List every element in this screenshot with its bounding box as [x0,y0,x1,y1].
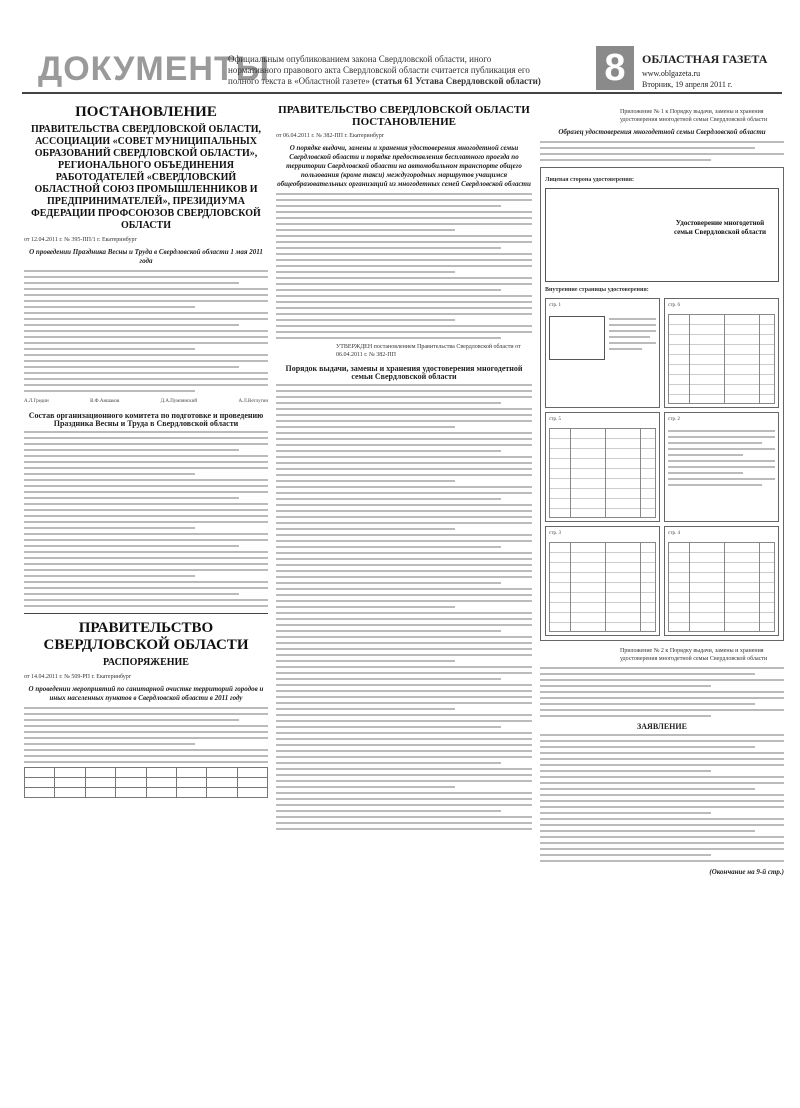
doc2-heading: О проведении мероприятий по санитарной очистке территорий городов и иных населенных пунктов в Свердловской области в 2011 году [28,685,264,702]
statement-title: ЗАЯВЛЕНИЕ [637,722,687,731]
page-6 [664,298,779,408]
procedure-body [276,384,532,830]
doc3-approved: УТВЕРЖДЕН постановлением Правительства Свердловской области от 06.04.2011 г. № 382-ПП [336,344,521,358]
page-number: 8 [596,46,634,90]
doc1-meta: от 12.04.2011 г. № 395-ПП/1 г. Екатеринбург [24,237,137,243]
page-5-table [549,428,656,518]
form-intro [540,141,784,161]
column-2 [276,104,532,834]
orgcommittee-list [24,431,268,607]
continued-note: (Окончание на 9-й стр.) [709,868,784,876]
appendix-2-form [540,667,784,717]
paper-date: Вторник, 19 апреля 2011 г. [642,80,733,89]
doc2-meta: от 14.04.2011 г. № 509-РП г. Екатеринбург [24,674,132,680]
page-2-label: стр. 2 [668,417,680,422]
doc2-form-table [24,767,268,798]
doc3-title: ПРАВИТЕЛЬСТВО СВЕРДЛОВСКОЙ ОБЛАСТИ [278,104,530,116]
publication-notice [228,54,546,87]
page-2 [664,412,779,522]
form-title: Образец удостоверения многодетной семьи Свердловской области [558,128,766,136]
signature-3: Д.А.Пумпянский [160,399,198,404]
paper-name: ОБЛАСТНАЯ ГАЗЕТА [642,52,768,66]
signature-2: В.Ф.Аншаков [90,399,120,404]
signature-1: А.Л.Гредин [24,399,49,404]
doc1-signatures [24,398,268,406]
cover-label: Лицевая сторона удостоверения: [545,177,634,183]
pages-row-2 [545,412,779,522]
pages-row-1 [545,298,779,408]
page-1-label: стр. 1 [549,303,561,308]
paper-info [642,52,782,89]
doc3-meta: от 06.04.2011 г. № 382-ПП г. Екатеринбург [276,133,385,139]
doc1-title: ПОСТАНОВЛЕНИЕ [75,104,217,120]
doc2-subtitle: РАСПОРЯЖЕНИЕ [103,657,189,668]
notice-text: Официальным опубликованием закона Свердловской области, иного нормативного правового акта Свердловской области считается публикация его полного текста в «Областной газете» [228,54,530,86]
photo-placeholder [549,316,605,360]
page-4-label: стр. 4 [668,531,680,536]
notice-ref: (статья 61 Устава Свердловской области) [372,76,541,86]
column-1 [24,104,268,802]
cover-text: Удостоверение многодетной семьи Свердловской области [673,219,767,236]
inner-label: Внутренние страницы удостоверения: [545,287,649,293]
doc3-subtitle: ПОСТАНОВЛЕНИЕ [352,116,456,128]
masthead [22,42,782,94]
doc2-title: ПРАВИТЕЛЬСТВО СВЕРДЛОВСКОЙ ОБЛАСТИ [43,620,249,653]
page-3 [545,526,660,636]
section-brand: ДОКУМЕНТЫ [38,50,271,88]
appendix-1: Приложение № 1 к Порядку выдачи, замены и хранения удостоверения многодетной семьи Свердловской области [620,109,768,123]
orgcommittee-title: Состав организационного комитета по подготовке и проведению Праздника Весны и Труда в Свердловской области [28,411,264,428]
page-3-label: стр. 3 [549,531,561,536]
page-6-table [668,314,775,404]
certificate-cover [545,188,779,282]
certificate-sample [540,167,784,641]
page-5-label: стр. 5 [549,417,561,422]
doc2-body [24,707,268,763]
appendix-2: Приложение № 2 к Порядку выдачи, замены и хранения удостоверения многодетной семьи Свердловской области [620,648,768,662]
signature-4: А.Л.Ветлугин [238,399,268,404]
page-1 [545,298,660,408]
page-3-table [549,542,656,632]
doc1-subtitle: ПРАВИТЕЛЬСТВА СВЕРДЛОВСКОЙ ОБЛАСТИ, АССОЦИАЦИИ «СОВЕТ МУНИЦИПАЛЬНЫХ ОБРАЗОВАНИЙ СВЕРДЛОВСКОЙ ОБЛАСТИ», РЕГИОНАЛЬНОГО ОБЪЕДИНЕНИЯ РАБОТОДАТЕЛЕЙ «СВЕРДЛОВСКИЙ ОБЛАСТНОЙ СОЮЗ ПРОМЫШЛЕННИКОВ И ПРЕДПРИНИМАТЕЛЕЙ», ПРЕЗИДИУМА ФЕДЕРАЦИИ ПРОФСОЮЗОВ СВЕРДЛОВСКОЙ ОБЛАСТИ [30,124,262,231]
column-3 [540,104,784,876]
procedure-title: Порядок выдачи, замены и хранения удостоверения многодетной семьи Свердловской области [285,364,523,381]
pages-row-3 [545,526,779,636]
doc3-heading: О порядке выдачи, замены и хранения удостоверения многодетной семьи Свердловской области и порядке предоставления бесплатного проезда по территории Свердловской области на автомобильном транспорте общего пользования (кроме такси) междугородных маршрутов учащимся общеобразовательных организаций из многодетных семей Свердловской области [277,144,531,188]
doc3-body [276,193,532,339]
page-5 [545,412,660,522]
page-4-table [668,542,775,632]
paper-url[interactable]: www.oblgazeta.ru [642,69,701,78]
page-6-label: стр. 6 [668,303,680,308]
doc1-body [24,270,268,392]
doc1-heading: О проведении Праздника Весны и Труда в Свердловской области 1 мая 2011 года [29,248,263,265]
page-4 [664,526,779,636]
statement-body [540,734,784,862]
